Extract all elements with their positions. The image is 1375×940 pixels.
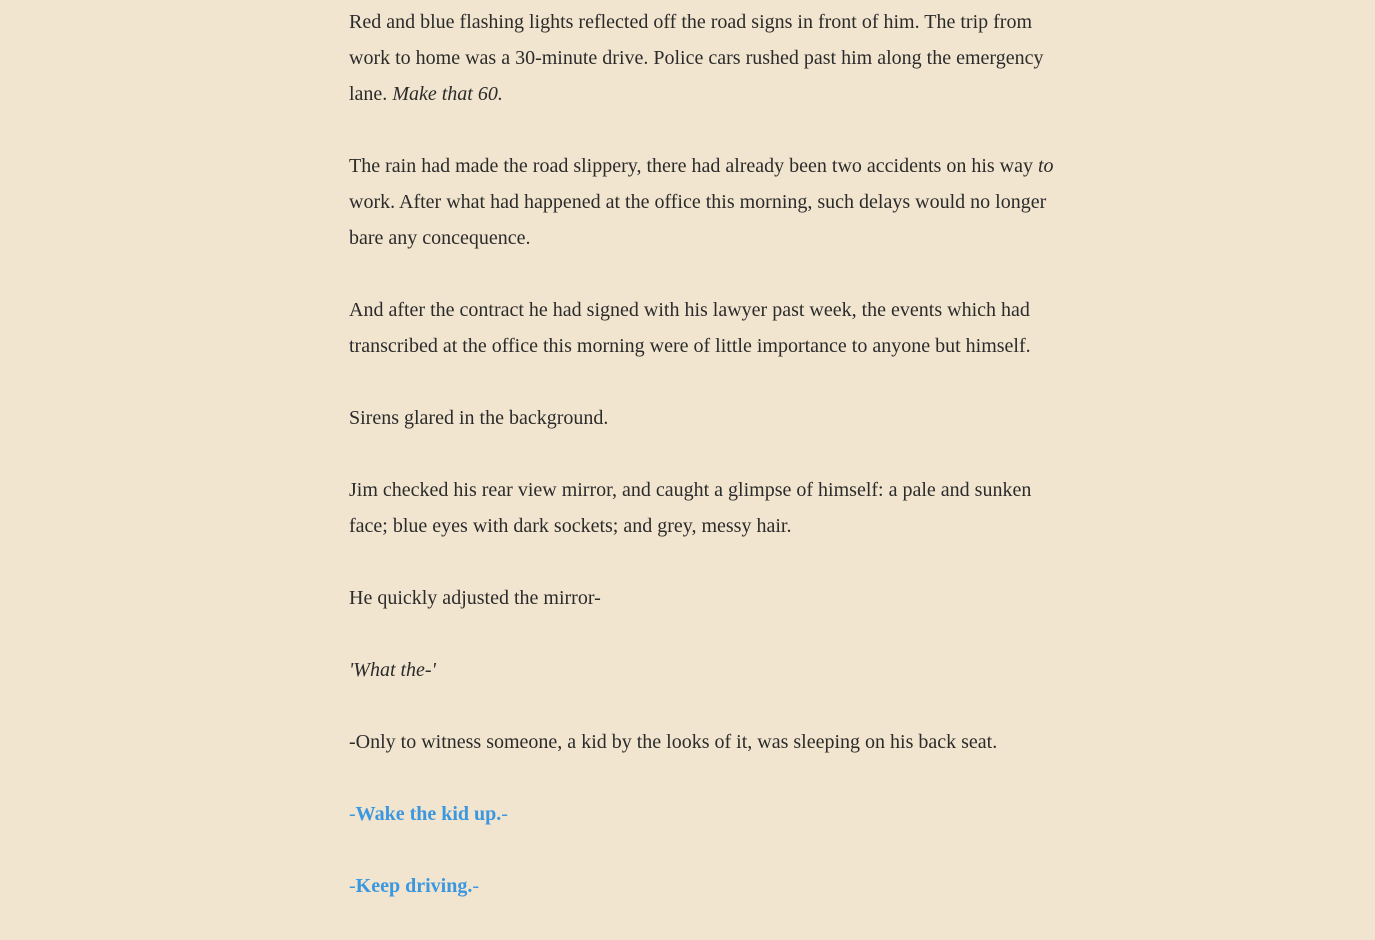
italic-text: to: [1038, 155, 1054, 177]
choice-row-1: [349, 796, 1069, 832]
choice-label: Wake the kid up.: [355, 803, 502, 825]
italic-text: Make that 60.: [392, 83, 503, 105]
story-paragraph-5: Jim checked his rear view mirror, and caught a glimpse of himself: a pale and sunken face; blue eyes with dark sockets; and grey, messy hair.: [349, 479, 1032, 537]
choice-keep-driving-link[interactable]: [349, 868, 479, 904]
paragraph-text: work. After what had happened at the office this morning, such delays would no longer bare any concequence.: [349, 191, 1047, 249]
paragraph-text: The rain had made the road slippery, there had already been two accidents on his way: [349, 155, 1038, 177]
choice-wake-kid-link[interactable]: [349, 796, 508, 832]
story-paragraph-8: -Only to witness someone, a kid by the looks of it, was sleeping on his back seat.: [349, 731, 998, 753]
choice-row-2: [349, 868, 1069, 904]
paragraph-text: Red and blue flashing lights reflected off the road signs in front of him. The trip from work to home was a 30-minute drive. Police cars rushed past him along the emergency lane.: [349, 11, 1044, 105]
italic-text: 'What the-': [349, 659, 436, 681]
choice-dash: -: [349, 875, 356, 897]
story-passage: [349, 4, 1069, 940]
choice-dash: -: [349, 803, 356, 825]
story-paragraph-4: Sirens glared in the background.: [349, 407, 609, 429]
choice-label: Keep driving.: [355, 875, 473, 897]
choice-dash: -: [501, 803, 508, 825]
choice-dash: -: [472, 875, 480, 897]
story-paragraph-3: And after the contract he had signed with his lawyer past week, the events which had transcribed at the office this morning were of little importance to anyone but himself.: [349, 299, 1031, 357]
story-paragraph-1: [349, 4, 1069, 112]
story-paragraph-2: [349, 148, 1069, 256]
story-paragraph-7: [349, 652, 1069, 688]
story-paragraph-6: He quickly adjusted the mirror-: [349, 587, 601, 609]
